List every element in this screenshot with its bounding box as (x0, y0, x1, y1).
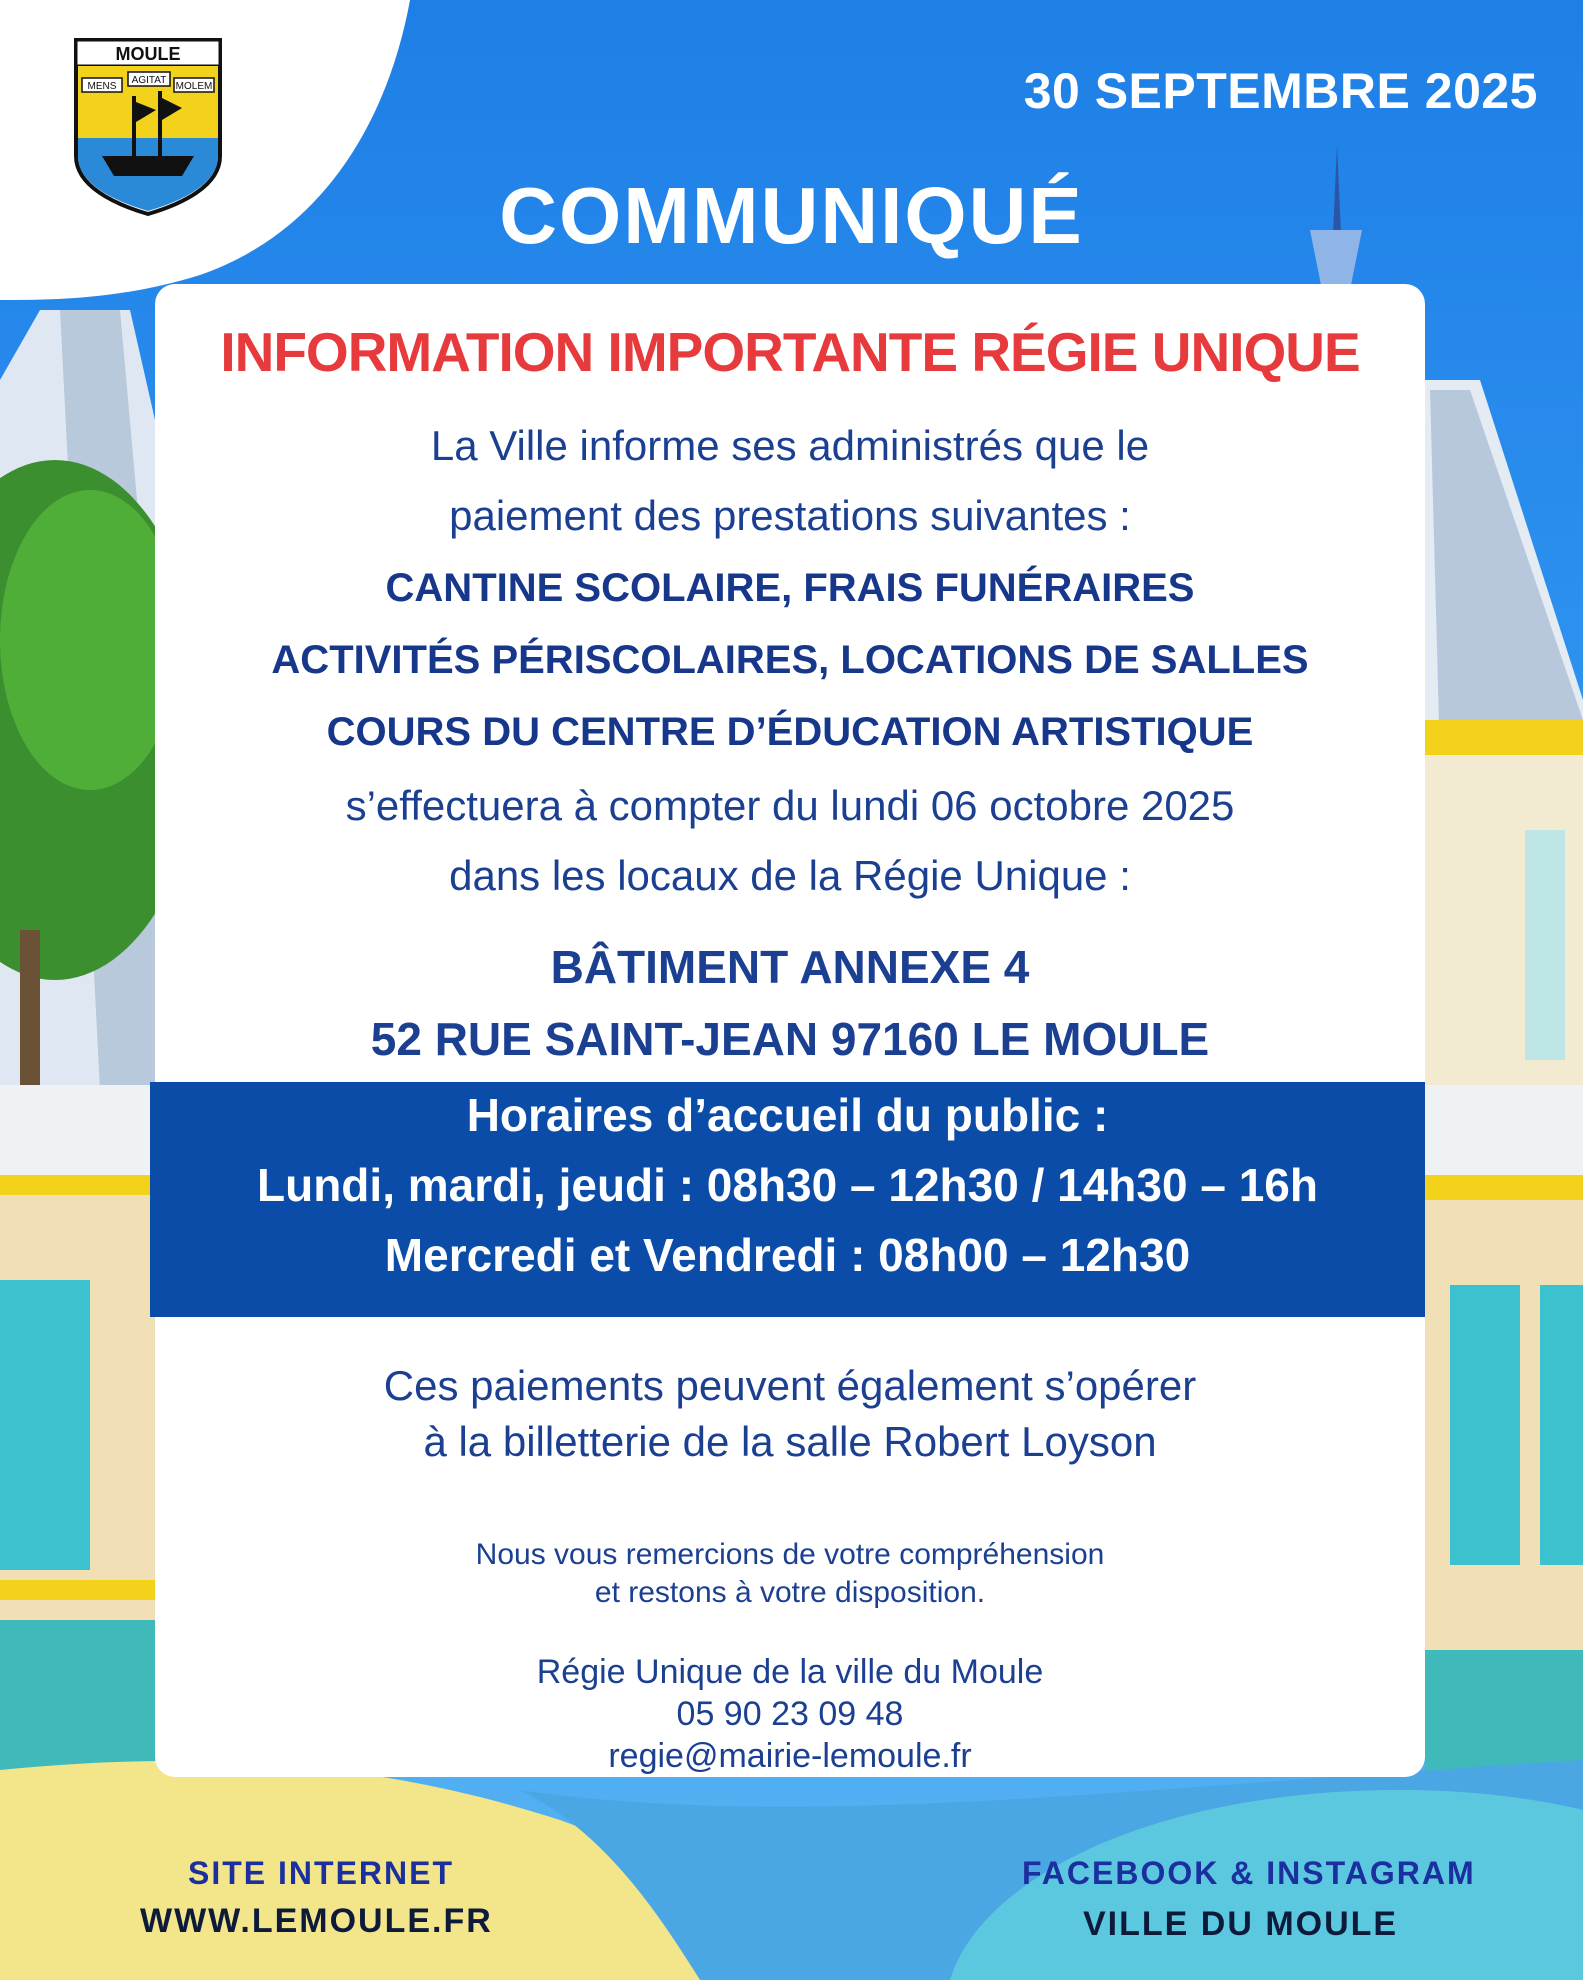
services-line-1: CANTINE SCOLAIRE, FRAIS FUNÉRAIRES (385, 566, 1195, 610)
footer-social-handle[interactable]: VILLE DU MOULE (1083, 1905, 1399, 1943)
contact-email[interactable]: regie@mairie-lemoule.fr (608, 1737, 972, 1775)
effect-line-1: s’effectuera à compter du lundi 06 octobre 2025 (345, 782, 1235, 829)
footer-website-label: SITE INTERNET (188, 1855, 455, 1891)
hours-wed-fri: Mercredi et Vendredi : 08h00 – 12h30 (384, 1229, 1191, 1281)
thanks-line-1: Nous vous remercions de votre compréhension (475, 1538, 1105, 1571)
svg-text:MENS: MENS (87, 81, 117, 92)
address-building: BÂTIMENT ANNEXE 4 (550, 941, 1030, 993)
publication-date: 30 SEPTEMBRE 2025 (1023, 63, 1538, 119)
page-title: COMMUNIQUÉ (499, 171, 1084, 260)
address-street: 52 RUE SAINT-JEAN 97160 LE MOULE (370, 1013, 1210, 1065)
thanks-line-2: et restons à votre disposition. (594, 1576, 986, 1609)
effect-line-2: dans les locaux de la Régie Unique : (449, 852, 1131, 899)
notice-headline: INFORMATION IMPORTANTE RÉGIE UNIQUE (220, 321, 1360, 383)
hours-weekdays: Lundi, mardi, jeudi : 08h30 – 12h30 / 14h30 – 16h (257, 1159, 1318, 1211)
hours-title: Horaires d’accueil du public : (466, 1089, 1109, 1141)
intro-line-1: La Ville informe ses administrés que le (430, 422, 1150, 469)
alt-line-2: à la billetterie de la salle Robert Loyson (423, 1418, 1157, 1465)
svg-text:AGITAT: AGITAT (131, 75, 167, 86)
svg-text:MOULE: MOULE (115, 44, 181, 64)
services-line-2: ACTIVITÉS PÉRISCOLAIRES, LOCATIONS DE SALLES (271, 638, 1309, 682)
alt-line-1: Ces paiements peuvent également s’opérer (383, 1362, 1197, 1409)
footer-website-link[interactable]: WWW.LEMOULE.FR (140, 1902, 493, 1940)
contact-org: Régie Unique de la ville du Moule (536, 1653, 1044, 1691)
left-balustrade (0, 1085, 155, 1175)
services-line-3: COURS DU CENTRE D’ÉDUCATION ARTISTIQUE (326, 710, 1254, 754)
contact-phone[interactable]: 05 90 23 09 48 (676, 1695, 904, 1733)
intro-line-2: paiement des prestations suivantes : (449, 492, 1131, 539)
footer-social-label: FACEBOOK & INSTAGRAM (1022, 1855, 1476, 1891)
svg-text:MOLEM: MOLEM (175, 81, 213, 92)
right-balustrade (1425, 1085, 1583, 1175)
left-shutter (0, 1280, 90, 1570)
right-shutter (1450, 1285, 1520, 1565)
